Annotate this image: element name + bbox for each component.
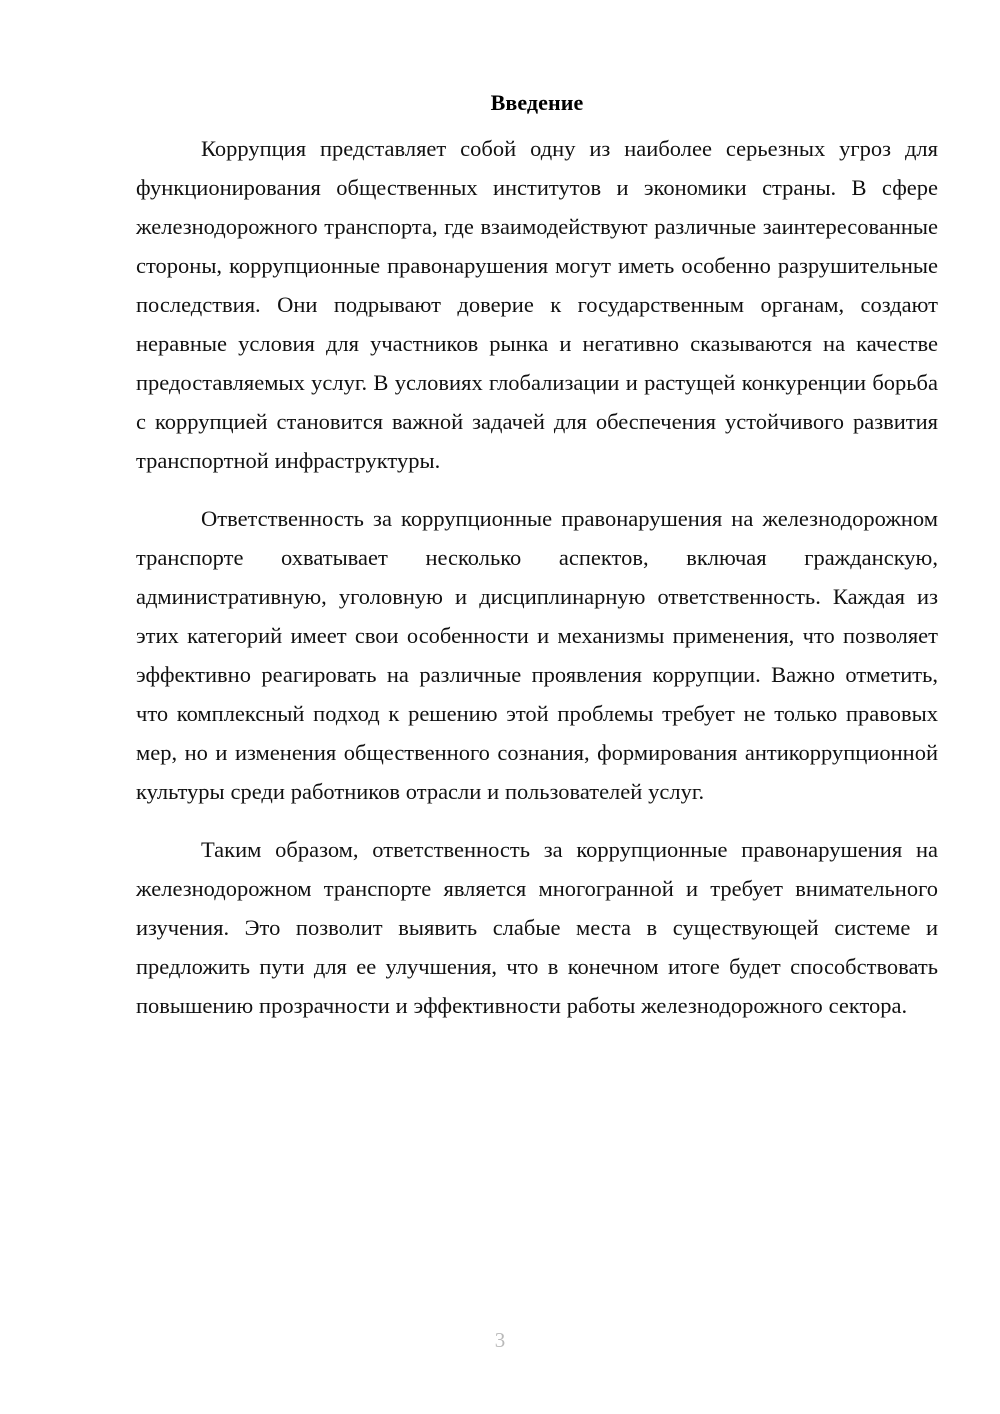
- body-paragraph-1: Коррупция представляет собой одну из наиболее серьезных угроз для функционирования общественных институтов и экономики страны. В сфере железнодорожного транспорта, где взаимодействуют различные заинтересованные стороны, коррупционные правонарушения могут иметь особенно разрушительные последствия. Они подрывают доверие к государственным органам, создают неравные условия для участников рынка и негативно сказываются на качестве предоставляемых услуг. В условиях глобализации и растущей конкуренции борьба с коррупцией становится важной задачей для обеспечения устойчивого развития транспортной инфраструктуры.: [136, 136, 938, 473]
- body-paragraph-2: Ответственность за коррупционные правонарушения на железнодорожном транспорте охватывает несколько аспектов, включая гражданскую, административную, уголовную и дисциплинарную ответственность. Каждая из этих категорий имеет свои особенности и механизмы применения, что позволяет эффективно реагировать на различные проявления коррупции. Важно отметить, что комплексный подход к решению этой проблемы требует не только правовых мер, но и изменения общественного сознания, формирования антикоррупционной культуры среди работников отрасли и пользователей услуг.: [136, 506, 938, 804]
- body-paragraph-3: Таким образом, ответственность за коррупционные правонарушения на железнодорожном транспорте является многогранной и требует внимательного изучения. Это позволит выявить слабые места в существующей системе и предложить пути для ее улучшения, что в конечном итоге будет способствовать повышению прозрачности и эффективности работы железнодорожного сектора.: [136, 837, 938, 1018]
- page-content: [136, 86, 938, 1025]
- page-number: 3: [494, 1328, 506, 1352]
- page-title: Введение: [490, 90, 584, 115]
